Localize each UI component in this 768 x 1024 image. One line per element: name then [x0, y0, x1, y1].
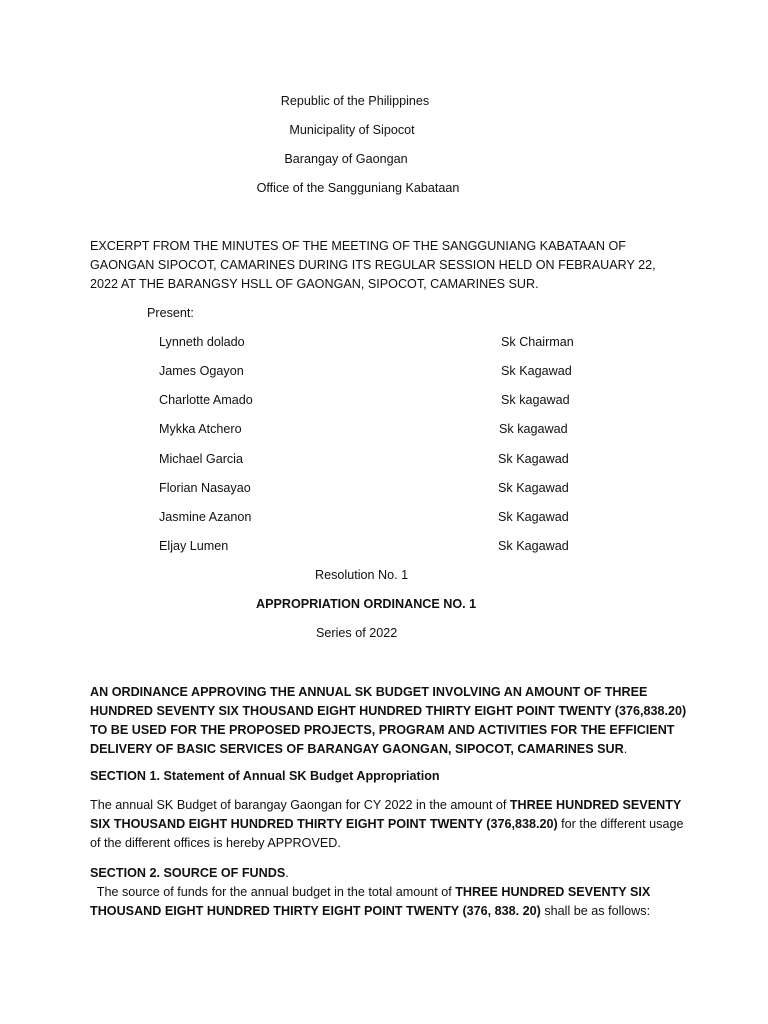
member-position: Sk kagawad — [501, 393, 570, 407]
member-position: Sk Kagawad — [498, 481, 569, 495]
header-office: Office of the Sangguniang Kabataan — [256, 181, 460, 195]
member-row — [0, 333, 768, 352]
member-row — [0, 362, 768, 381]
member-row — [0, 479, 768, 498]
member-name: Michael Garcia — [159, 452, 243, 466]
section1-paragraph — [90, 796, 690, 853]
member-position: Sk Chairman — [501, 335, 574, 349]
section1-text-a: The annual SK Budget of barangay Gaongan for CY 2022 in the amount of — [90, 798, 510, 812]
section2-amount: THREE HUNDRED SEVENTY SIX THOUSAND EIGHT HUNDRED THIRTY EIGHT POINT TWENTY (376, 838. 20) — [90, 885, 651, 918]
section1-amount: THREE HUNDRED SEVENTY SIX THOUSAND EIGHT HUNDRED THIRTY EIGHT POINT TWENTY (376,838.20) — [90, 798, 682, 831]
excerpt-paragraph: EXCERPT FROM THE MINUTES OF THE MEETING OF THE SANGGUNIANG KABATAAN OF GAONGAN SIPOCOT, CAMARINES DURING ITS REGULAR SESSION HELD ON FEBRAUARY 22, 2022 AT THE BARANGSY HSLL OF GAONGAN, SIPOCOT, CAMARINES SUR. — [90, 239, 656, 291]
header-barangay: Barangay of Gaongan — [284, 152, 408, 166]
member-row — [0, 450, 768, 469]
section1-text-c: for the different usage of the different offices is hereby APPROVED. — [90, 817, 684, 850]
member-position: Sk kagawad — [499, 422, 568, 436]
header-municipality: Municipality of Sipocot — [289, 123, 415, 137]
series-year: Series of 2022 — [316, 626, 398, 640]
ordinance-body-period: . — [623, 742, 628, 756]
member-name: Charlotte Amado — [159, 393, 253, 407]
section1-heading: SECTION 1. Statement of Annual SK Budget Appropriation — [90, 769, 440, 783]
section2-text-a: The source of funds for the annual budget in the total amount of — [90, 885, 456, 899]
section2-heading-period: . — [285, 866, 289, 880]
member-row — [0, 391, 768, 410]
resolution-number: Resolution No. 1 — [315, 568, 409, 582]
header-republic: Republic of the Philippines — [280, 94, 430, 108]
present-label: Present: — [147, 306, 194, 320]
member-name: Eljay Lumen — [159, 539, 229, 553]
member-position: Sk Kagawad — [498, 510, 569, 524]
ordinance-body-text: AN ORDINANCE APPROVING THE ANNUAL SK BUDGET INVOLVING AN AMOUNT OF THREE HUNDRED SEVENTY SIX THOUSAND EIGHT HUNDRED THIRTY EIGHT POINT TWENTY (376,838.20) TO BE USED FOR THE PROPOSED PROJECTS, PROGRAM AND ACTIVITIES FOR THE EFFICIENT DELIVERY OF BASIC SERVICES OF BARANGAY GAONGAN, SIPOCOT, CAMARINES SUR — [90, 685, 687, 756]
member-position: Sk Kagawad — [498, 539, 569, 553]
section2-text-c: shall be as follows: — [540, 904, 651, 918]
member-row — [0, 420, 768, 439]
member-position: Sk Kagawad — [498, 452, 569, 466]
member-name: Lynneth dolado — [159, 335, 245, 349]
member-position: Sk Kagawad — [501, 364, 572, 378]
ordinance-title: APPROPRIATION ORDINANCE NO. 1 — [256, 597, 477, 611]
member-row — [0, 508, 768, 527]
member-name: Jasmine Azanon — [159, 510, 252, 524]
member-row — [0, 537, 768, 556]
member-name: Florian Nasayao — [159, 481, 251, 495]
ordinance-body — [90, 683, 688, 759]
section2-paragraph — [90, 864, 680, 921]
section2-heading: SECTION 2. SOURCE OF FUNDS — [90, 866, 286, 880]
member-name: Mykka Atchero — [159, 422, 242, 436]
member-name: James Ogayon — [159, 364, 244, 378]
